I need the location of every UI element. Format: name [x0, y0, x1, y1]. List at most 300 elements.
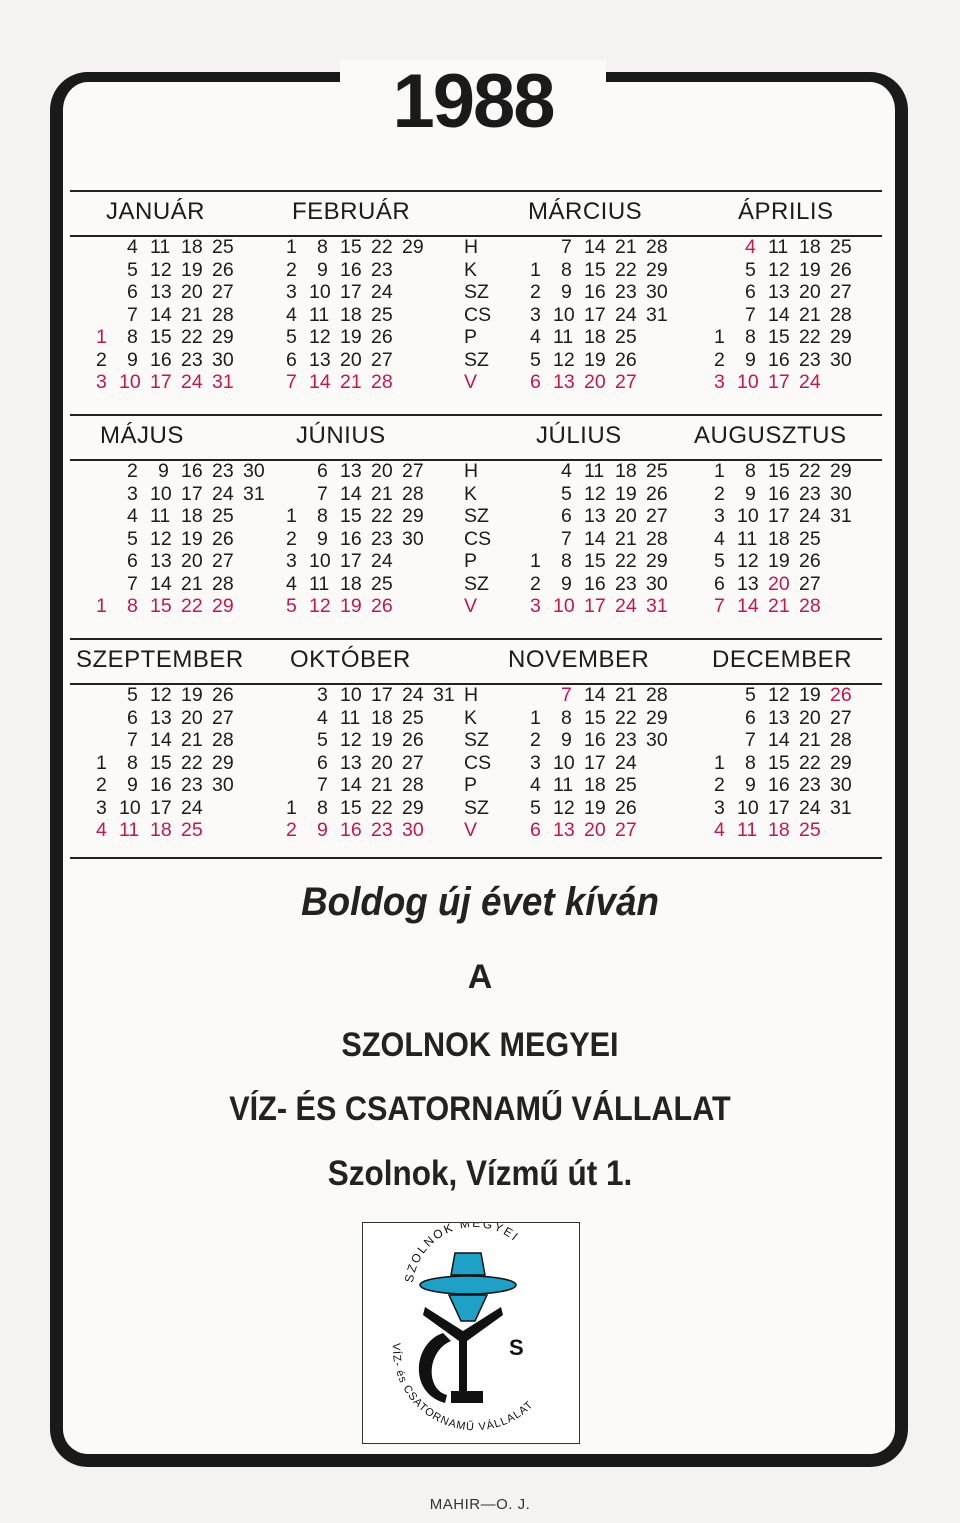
day-number: 3: [530, 303, 541, 326]
day-number: 9: [561, 572, 572, 595]
day-number: 30: [212, 774, 234, 796]
day-number: 17: [340, 281, 362, 303]
day-number: 21: [371, 482, 393, 505]
day-number: 25: [830, 236, 852, 258]
day-number: 4: [286, 303, 297, 326]
day-number: 21: [768, 595, 790, 617]
day-number: 22: [799, 460, 821, 482]
day-number: 25: [181, 819, 203, 841]
svg-text:S: S: [509, 1335, 524, 1360]
day-number: 5: [530, 796, 541, 819]
day-number: 21: [799, 729, 821, 751]
day-number: 20: [799, 281, 821, 303]
day-number: 3: [286, 281, 297, 303]
day-number: 12: [309, 595, 331, 617]
day-number: 10: [309, 281, 331, 303]
day-number: 14: [340, 774, 362, 796]
day-number: 26: [799, 550, 821, 572]
day-number: 20: [584, 371, 606, 393]
day-number: 10: [119, 371, 141, 393]
month-name: NOVEMBER: [508, 646, 650, 673]
day-number: 24: [799, 505, 821, 527]
day-number: 18: [340, 303, 362, 326]
day-number: 30: [646, 572, 668, 595]
day-number: 28: [402, 482, 424, 505]
day-number: 1: [714, 751, 725, 774]
day-number: 15: [340, 796, 362, 819]
day-number: 4: [127, 505, 138, 527]
day-number: 13: [150, 550, 172, 572]
day-number: 1: [96, 326, 107, 348]
day-number: 6: [530, 819, 541, 841]
day-number: 2: [96, 348, 107, 371]
day-number: 2: [530, 572, 541, 595]
day-number: 22: [181, 751, 203, 774]
day-number: 17: [150, 371, 172, 393]
day-number: 14: [150, 572, 172, 595]
day-number: 4: [96, 819, 107, 841]
day-number: 19: [584, 348, 606, 371]
day-number: 16: [150, 774, 172, 796]
day-number: 17: [584, 303, 606, 326]
day-number: 11: [584, 460, 605, 482]
day-number: 5: [714, 550, 725, 572]
day-number: 26: [830, 684, 852, 706]
day-number: 5: [745, 684, 756, 706]
day-number: 24: [371, 281, 393, 303]
day-number: 25: [799, 819, 821, 841]
day-number: 29: [830, 751, 852, 774]
day-number: 4: [317, 706, 328, 729]
day-number: 13: [150, 281, 172, 303]
day-number: 4: [714, 527, 725, 550]
day-number: 17: [181, 482, 203, 505]
day-number: 27: [212, 281, 234, 303]
day-number: 15: [768, 326, 790, 348]
day-number: 12: [584, 482, 606, 505]
day-number: 6: [127, 550, 138, 572]
day-number: 14: [340, 482, 362, 505]
day-number: 16: [181, 460, 203, 482]
day-number: 15: [584, 706, 606, 729]
day-number: 23: [799, 348, 821, 371]
weekday-label: H: [464, 684, 479, 706]
day-number: 19: [615, 482, 637, 505]
day-number: 27: [830, 706, 852, 729]
day-number: 15: [768, 751, 790, 774]
day-number: 2: [714, 482, 725, 505]
day-number: 16: [584, 281, 606, 303]
logo-graphic: [363, 1223, 578, 1442]
day-number: 1: [286, 796, 297, 819]
day-number: 16: [584, 729, 606, 751]
day-number: 8: [127, 326, 138, 348]
day-number: 18: [150, 819, 172, 841]
day-number: 28: [646, 684, 668, 706]
day-number: 5: [286, 326, 297, 348]
day-number: 5: [127, 258, 138, 281]
day-number: 22: [615, 706, 637, 729]
day-number: 17: [768, 796, 790, 819]
day-number: 20: [768, 572, 790, 595]
day-number: 22: [615, 258, 637, 281]
day-number: 2: [714, 348, 725, 371]
weekday-label: K: [464, 706, 478, 729]
day-number: 2: [714, 774, 725, 796]
day-number: 27: [371, 348, 393, 371]
day-number: 27: [402, 460, 424, 482]
day-number: 7: [745, 303, 756, 326]
day-number: 23: [615, 729, 637, 751]
day-number: 10: [553, 303, 575, 326]
day-number: 29: [646, 706, 668, 729]
day-number: 16: [584, 572, 606, 595]
day-number: 12: [150, 258, 172, 281]
weekday-label: H: [464, 460, 479, 482]
band-rule-top: [70, 190, 882, 192]
weekday-label: V: [464, 371, 478, 393]
day-number: 9: [158, 460, 169, 482]
day-number: 27: [799, 572, 821, 595]
greeting-a: A: [467, 958, 493, 996]
day-number: 7: [561, 527, 572, 550]
printer-credit: MAHIR—O. J.: [429, 1496, 531, 1513]
day-number: 1: [96, 595, 107, 617]
day-number: 16: [340, 819, 362, 841]
day-number: 6: [127, 281, 138, 303]
day-number: 7: [745, 729, 756, 751]
day-number: 9: [561, 281, 572, 303]
day-number: 13: [150, 706, 172, 729]
day-number: 23: [615, 281, 637, 303]
month-name: MÁJUS: [100, 422, 184, 449]
day-number: 8: [561, 258, 572, 281]
day-number: 22: [181, 595, 203, 617]
day-number: 3: [96, 371, 107, 393]
day-number: 1: [96, 751, 107, 774]
day-number: 4: [745, 236, 756, 258]
day-number: 9: [317, 819, 328, 841]
day-number: 19: [371, 729, 393, 751]
weekday-label: CS: [464, 751, 492, 774]
day-number: 25: [371, 303, 393, 326]
day-number: 1: [286, 505, 297, 527]
day-number: 11: [119, 819, 140, 841]
day-number: 24: [799, 371, 821, 393]
day-number: 4: [530, 326, 541, 348]
day-number: 15: [340, 236, 362, 258]
day-number: 13: [553, 819, 575, 841]
day-number: 24: [181, 796, 203, 819]
day-number: 13: [768, 281, 790, 303]
day-number: 9: [745, 482, 756, 505]
day-number: 18: [181, 236, 203, 258]
day-number: 17: [371, 684, 393, 706]
day-number: 29: [212, 326, 234, 348]
day-number: 29: [646, 258, 668, 281]
day-number: 11: [150, 505, 171, 527]
day-number: 18: [615, 460, 637, 482]
day-number: 17: [584, 751, 606, 774]
day-number: 27: [615, 371, 637, 393]
day-number: 24: [371, 550, 393, 572]
day-number: 20: [181, 281, 203, 303]
day-number: 18: [799, 236, 821, 258]
day-number: 28: [646, 527, 668, 550]
day-number: 19: [799, 684, 821, 706]
day-number: 18: [768, 527, 790, 550]
weekday-label: K: [464, 258, 478, 281]
day-number: 8: [317, 505, 328, 527]
day-number: 29: [402, 236, 424, 258]
day-number: 8: [317, 796, 328, 819]
day-number: 13: [340, 460, 362, 482]
weekday-label: P: [464, 326, 478, 348]
day-number: 5: [317, 729, 328, 751]
month-name: SZEPTEMBER: [76, 646, 244, 673]
day-number: 20: [615, 505, 637, 527]
day-number: 7: [317, 774, 328, 796]
day-number: 3: [96, 796, 107, 819]
day-number: 21: [181, 572, 203, 595]
day-number: 22: [615, 550, 637, 572]
month-name: JANUÁR: [106, 198, 206, 225]
day-number: 3: [127, 482, 138, 505]
company-logo: [362, 1222, 580, 1444]
month-name: JÚNIUS: [296, 422, 386, 449]
day-number: 11: [553, 774, 574, 796]
day-number: 28: [830, 729, 852, 751]
day-number: 31: [646, 303, 668, 326]
day-number: 9: [127, 774, 138, 796]
day-number: 15: [150, 326, 172, 348]
day-number: 29: [830, 460, 852, 482]
day-number: 23: [371, 258, 393, 281]
day-number: 15: [584, 258, 606, 281]
day-number: 29: [402, 796, 424, 819]
day-number: 19: [768, 550, 790, 572]
day-number: 30: [830, 482, 852, 505]
day-number: 25: [615, 326, 637, 348]
day-number: 14: [150, 729, 172, 751]
weekday-label: SZ: [464, 572, 489, 595]
day-number: 27: [646, 505, 668, 527]
day-number: 27: [830, 281, 852, 303]
day-number: 6: [127, 706, 138, 729]
day-number: 7: [127, 572, 138, 595]
weekday-label: SZ: [464, 281, 489, 303]
day-number: 1: [530, 550, 541, 572]
band-rule-bottom: [70, 857, 882, 859]
day-number: 22: [181, 326, 203, 348]
day-number: 26: [371, 326, 393, 348]
day-number: 24: [212, 482, 234, 505]
day-number: 20: [371, 460, 393, 482]
day-number: 21: [181, 303, 203, 326]
day-number: 24: [615, 595, 637, 617]
day-number: 1: [286, 236, 297, 258]
day-number: 30: [243, 460, 265, 482]
day-number: 28: [212, 303, 234, 326]
weekday-label: CS: [464, 303, 492, 326]
day-number: 17: [768, 505, 790, 527]
month-name: DECEMBER: [712, 646, 853, 673]
day-number: 6: [561, 505, 572, 527]
day-number: 31: [433, 684, 455, 706]
day-number: 12: [768, 258, 790, 281]
day-number: 20: [181, 550, 203, 572]
day-number: 19: [181, 527, 203, 550]
day-number: 18: [371, 706, 393, 729]
day-number: 24: [402, 684, 424, 706]
day-number: 10: [309, 550, 331, 572]
day-number: 12: [553, 796, 575, 819]
weekday-label: V: [464, 819, 478, 841]
day-number: 12: [150, 684, 172, 706]
day-number: 14: [737, 595, 759, 617]
day-number: 22: [799, 326, 821, 348]
day-number: 31: [243, 482, 265, 505]
day-number: 24: [181, 371, 203, 393]
day-number: 30: [402, 527, 424, 550]
day-number: 22: [371, 505, 393, 527]
day-number: 10: [340, 684, 362, 706]
weekday-label: V: [464, 595, 478, 617]
weekday-label: SZ: [464, 796, 489, 819]
band-rule-top: [70, 414, 882, 416]
day-number: 26: [615, 796, 637, 819]
month-name: JÚLIUS: [536, 422, 622, 449]
day-number: 10: [553, 595, 575, 617]
day-number: 5: [286, 595, 297, 617]
day-number: 12: [768, 684, 790, 706]
day-number: 14: [584, 527, 606, 550]
day-number: 23: [799, 482, 821, 505]
day-number: 12: [150, 527, 172, 550]
company-line-1: SZOLNOK MEGYEI: [341, 1026, 619, 1064]
day-number: 17: [584, 595, 606, 617]
day-number: 14: [768, 729, 790, 751]
day-number: 2: [286, 527, 297, 550]
day-number: 21: [615, 236, 637, 258]
day-number: 3: [286, 550, 297, 572]
day-number: 7: [561, 684, 572, 706]
weekday-label: SZ: [464, 729, 489, 751]
weekday-label: H: [464, 236, 479, 258]
day-number: 8: [127, 751, 138, 774]
month-name: MÁRCIUS: [528, 198, 643, 225]
day-number: 9: [561, 729, 572, 751]
day-number: 5: [745, 258, 756, 281]
day-number: 24: [615, 303, 637, 326]
day-number: 7: [317, 482, 328, 505]
day-number: 12: [340, 729, 362, 751]
day-number: 25: [615, 774, 637, 796]
day-number: 10: [119, 796, 141, 819]
day-number: 13: [309, 348, 331, 371]
day-number: 12: [309, 326, 331, 348]
day-number: 13: [340, 751, 362, 774]
day-number: 15: [150, 595, 172, 617]
day-number: 16: [768, 774, 790, 796]
weekday-label: K: [464, 482, 478, 505]
day-number: 6: [714, 572, 725, 595]
day-number: 11: [340, 706, 361, 729]
day-number: 11: [553, 326, 574, 348]
day-number: 28: [212, 729, 234, 751]
day-number: 11: [737, 527, 758, 550]
day-number: 21: [181, 729, 203, 751]
day-number: 27: [402, 751, 424, 774]
day-number: 24: [615, 751, 637, 774]
day-number: 26: [212, 684, 234, 706]
day-number: 19: [340, 326, 362, 348]
day-number: 6: [317, 460, 328, 482]
day-number: 10: [737, 371, 759, 393]
weekday-label: CS: [464, 527, 492, 550]
day-number: 1: [714, 326, 725, 348]
day-number: 2: [530, 729, 541, 751]
day-number: 15: [768, 460, 790, 482]
day-number: 31: [830, 796, 852, 819]
day-number: 28: [830, 303, 852, 326]
day-number: 9: [745, 774, 756, 796]
day-number: 28: [799, 595, 821, 617]
day-number: 6: [745, 281, 756, 303]
day-number: 4: [530, 774, 541, 796]
day-number: 10: [150, 482, 172, 505]
day-number: 31: [830, 505, 852, 527]
day-number: 23: [371, 527, 393, 550]
day-number: 27: [212, 706, 234, 729]
day-number: 18: [768, 819, 790, 841]
day-number: 9: [745, 348, 756, 371]
day-number: 2: [286, 819, 297, 841]
weekday-label: P: [464, 774, 478, 796]
day-number: 18: [181, 505, 203, 527]
day-number: 29: [212, 595, 234, 617]
day-number: 9: [127, 348, 138, 371]
day-number: 23: [181, 774, 203, 796]
day-number: 7: [561, 236, 572, 258]
day-number: 30: [830, 774, 852, 796]
day-number: 3: [714, 371, 725, 393]
day-number: 13: [553, 371, 575, 393]
day-number: 16: [340, 258, 362, 281]
day-number: 23: [371, 819, 393, 841]
day-number: 18: [584, 326, 606, 348]
day-number: 7: [127, 303, 138, 326]
day-number: 26: [402, 729, 424, 751]
day-number: 30: [212, 348, 234, 371]
day-number: 6: [317, 751, 328, 774]
day-number: 9: [317, 258, 328, 281]
day-number: 22: [371, 236, 393, 258]
day-number: 4: [286, 572, 297, 595]
month-name: AUGUSZTUS: [694, 422, 847, 449]
logo-disc: [420, 1276, 516, 1294]
day-number: 3: [714, 505, 725, 527]
day-number: 25: [799, 527, 821, 550]
day-number: 29: [212, 751, 234, 774]
day-number: 27: [615, 819, 637, 841]
day-number: 26: [615, 348, 637, 371]
day-number: 10: [737, 505, 759, 527]
day-number: 14: [584, 236, 606, 258]
day-number: 3: [317, 684, 328, 706]
day-number: 14: [150, 303, 172, 326]
day-number: 26: [371, 595, 393, 617]
